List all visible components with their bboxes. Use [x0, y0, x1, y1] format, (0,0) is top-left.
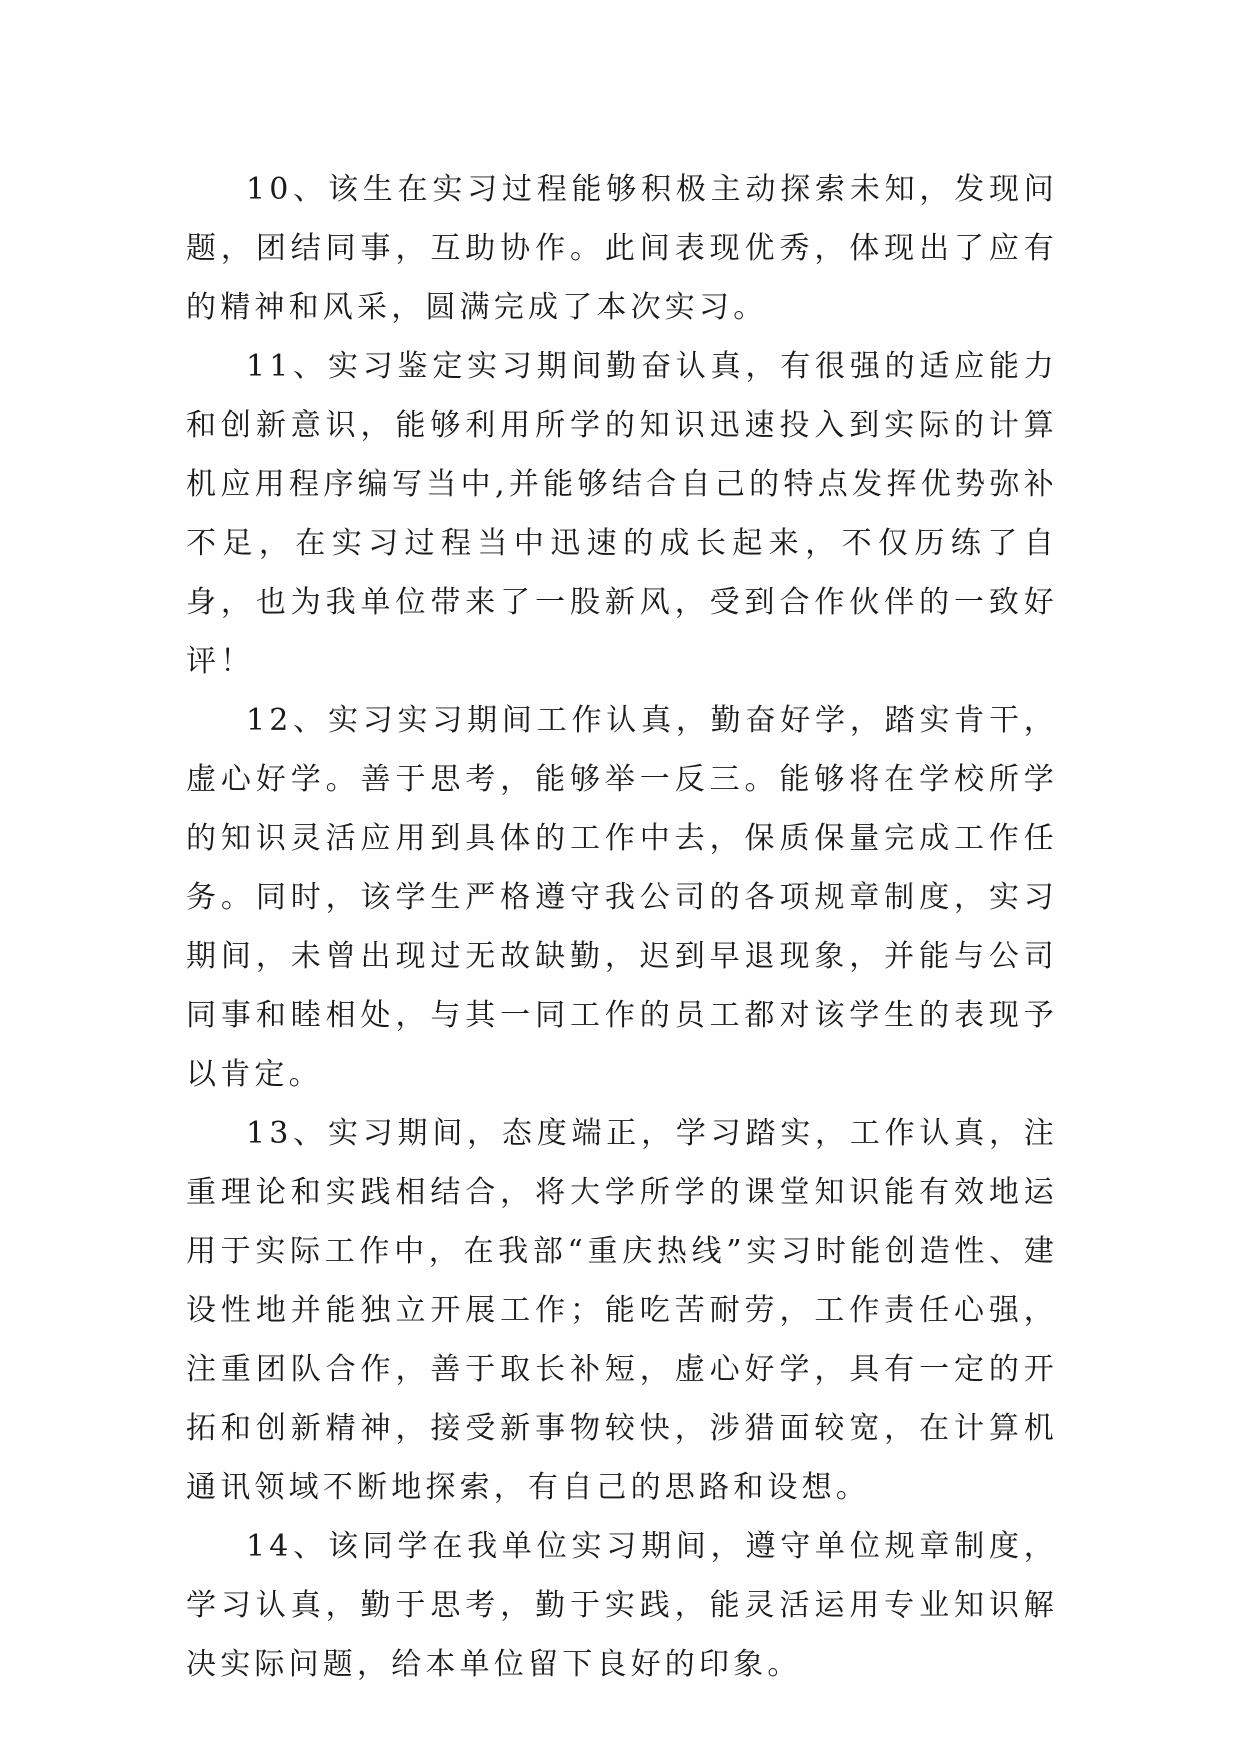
paragraph-10: 10、该生在实习过程能够积极主动探索未知，发现问题，团结同事，互助协作。此间表现优秀，体现出了应有的精神和风采，圆满完成了本次实习。: [186, 172, 1058, 325]
document-body: [186, 160, 1058, 1694]
paragraph-12: 12、实习实习期间工作认真，勤奋好学，踏实肯干，虚心好学。善于思考，能够举一反三。能够将在学校所学的知识灵活应用到具体的工作中去，保质保量完成工作任务。同时，该学生严格遵守我公司的各项规章制度，实习期间，未曾出现过无故缺勤，迟到早退现象，并能与公司同事和睦相处，与其一同工作的员工都对该学生的表现予以肯定。: [186, 703, 1058, 1092]
paragraph-11: 11、实习鉴定实习期间勤奋认真，有很强的适应能力和创新意识，能够利用所学的知识迅速投入到实际的计算机应用程序编写当中,并能够结合自己的特点发挥优势弥补不足，在实习过程当中迅速的成长起来，不仅历练了自身，也为我单位带来了一股新风，受到合作伙伴的一致好评！: [186, 349, 1058, 679]
paragraph-13: 13、实习期间，态度端正，学习踏实，工作认真，注重理论和实践相结合，将大学所学的课堂知识能有效地运用于实际工作中，在我部“重庆热线”实习时能创造性、建设性地并能独立开展工作；能吃苦耐劳，工作责任心强，注重团队合作，善于取长补短，虚心好学，具有一定的开拓和创新精神，接受新事物较快，涉猎面较宽，在计算机通讯领域不断地探索，有自己的思路和设想。: [186, 1116, 1058, 1505]
paragraph-14: 14、该同学在我单位实习期间，遵守单位规章制度，学习认真，勤于思考，勤于实践，能灵活运用专业知识解决实际问题，给本单位留下良好的印象。: [186, 1529, 1058, 1682]
